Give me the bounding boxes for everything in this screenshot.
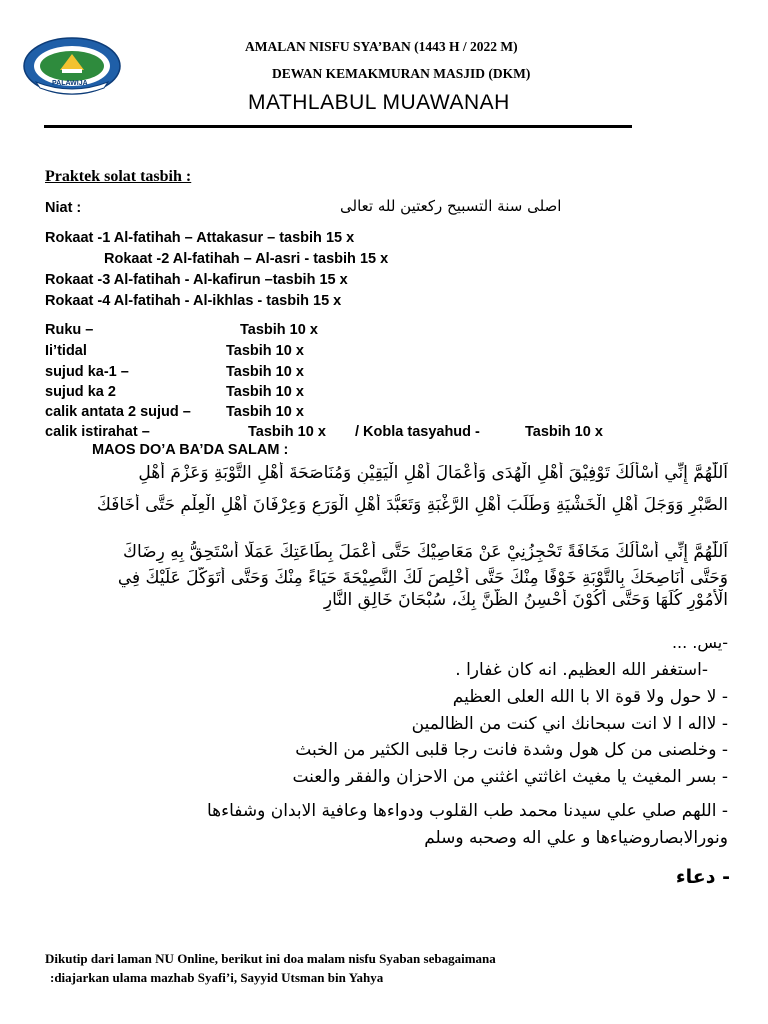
dzikir-item: - وخلصنى من كل هول وشدة فانت رجا قلبى الكثير من الخبث: [295, 740, 728, 760]
doa-paragraph-1: [40, 462, 728, 516]
dzikir-item: ونورالابصاروضياءها و علي اله وصحبه وسلم: [424, 828, 728, 848]
step-count: Tasbih 10 x: [226, 364, 304, 380]
footer-line: Dikutip dari laman NU Online, berikut ini doa malam nisfu Syaban sebagaimana: [45, 951, 496, 966]
dzikir-item: - بسر المغيث يا مغيث اغاثتي اغثني من الاحزان والفقر والعنت: [292, 767, 728, 787]
doa-heading: - دعاء: [675, 866, 730, 888]
step-label: calik istirahat –: [45, 424, 150, 440]
step-label: calik antata 2 sujud –: [45, 404, 191, 420]
step-count: Tasbih 10 x: [226, 343, 304, 359]
kobla-label: / Kobla tasyahud -: [355, 424, 480, 440]
dzikir-item: -يس. ...: [671, 633, 728, 652]
dzikir-item: - اللهم صلي علي سيدنا محمد طب القلوب ودواءها وعافية الابدان وشفاءها: [206, 801, 728, 821]
step-label: sujud ka 2: [45, 384, 116, 400]
header-line-2: DEWAN KEMAKMURAN MASJID (DKM): [272, 66, 531, 81]
header-divider: [44, 125, 632, 128]
header-line-1: AMALAN NISFU SYA’BAN (1443 H / 2022 M): [245, 39, 518, 54]
doa-paragraph-2: [40, 541, 728, 611]
step-count: Tasbih 10 x: [240, 322, 318, 338]
step-count: Tasbih 10 x: [248, 424, 326, 440]
maos-heading: MAOS DO’A BA’DA SALAM :: [92, 442, 289, 458]
dzikir-item: -استغفر الله العظيم. انه كان غفارا .: [455, 660, 708, 680]
dzikir-item: - لا حول ولا قوة الا با الله العلى العظيم: [452, 687, 728, 707]
niat-arabic: اصلى سنة التسبيح ركعتين لله تعالى: [340, 197, 562, 215]
doa-line: الْأُمُوْرِ كُلِّهَا وَحَتَّى أَكُوْنَ أُحْسِنُ الظَّنَّ بِكَ، سُبْحَانَ خَالِقِ النَّارِ: [323, 590, 728, 610]
logo-banner-text: PALAWIJA: [52, 80, 88, 87]
rokaat-line: Rokaat -1 Al-fatihah – Attakasur – tasbih 15 x: [45, 230, 355, 246]
step-count: Tasbih 10 x: [226, 384, 304, 400]
organization-logo: [22, 36, 122, 96]
doa-line: اَللّٰهُمَّ إِنِّي أَسْأَلُكَ تَوْفِيْقَ أَهْلِ الْهُدَى وَأَعْمَالَ أَهْلِ الْيَقِيْنِ وَمُنَاصَحَةَ أَهْلِ التَّوْبَةِ وَعَزْمَ أَهْلِ: [138, 463, 728, 483]
doa-line: الصَّبْرِ وَوَجَلَ أَهْلِ الْخَشْيَةِ وَطَلَبَ أَهْلِ الرَّغْبَةِ وَتَعَبُّدَ أَهْلِ الْوَرَعِ وَعِرْفَانَ أَهْلِ الْعِلْمِ حَتَّى أَخَافَكَ: [96, 495, 728, 515]
rokaat-line: Rokaat -3 Al-fatihah - Al-kafirun –tasbih 15 x: [45, 272, 348, 288]
rokaat-line: Rokaat -2 Al-fatihah – Al-asri - tasbih 15 x: [104, 251, 389, 267]
kobla-count: Tasbih 10 x: [525, 424, 603, 440]
rokaat-line: Rokaat -4 Al-fatihah - Al-ikhlas - tasbih 15 x: [45, 293, 342, 309]
step-count: Tasbih 10 x: [226, 404, 304, 420]
dzikir-item: - لااله ا لا انت سبحانك اني كنت من الظالمين: [411, 714, 728, 734]
step-label: Ii’tidal: [45, 343, 87, 359]
page-title: MATHLABUL MUAWANAH: [248, 91, 510, 114]
step-label: sujud ka-1 –: [45, 364, 129, 380]
footer-line: :diajarkan ulama mazhab Syafi’i, Sayyid Utsman bin Yahya: [50, 970, 384, 985]
doa-line: اَللّٰهُمَّ إِنِّي أَسْأَلُكَ مَخَافَةً تَحْجِزُنِيْ عَنْ مَعَاصِيْكَ حَتَّى أَعْمَلَ بِطَاعَتِكَ عَمَلًا أَسْتَحِقُّ بِهِ رِضَاكَ: [122, 542, 728, 562]
step-label: Ruku –: [45, 322, 94, 338]
section-heading: Praktek solat tasbih :: [45, 168, 192, 185]
niat-label: Niat :: [45, 200, 82, 216]
doa-line: وَحَتَّى أُنَاصِحَكَ بِالتَّوْبَةِ خَوْفًا مِنْكَ حَتَّى أُخْلِصَ لَكَ النَّصِيْحَةَ حَيَاءً مِنْكَ وَحَتَّى أَتَوَكَّلَ عَلَيْكَ فِي: [117, 568, 728, 588]
